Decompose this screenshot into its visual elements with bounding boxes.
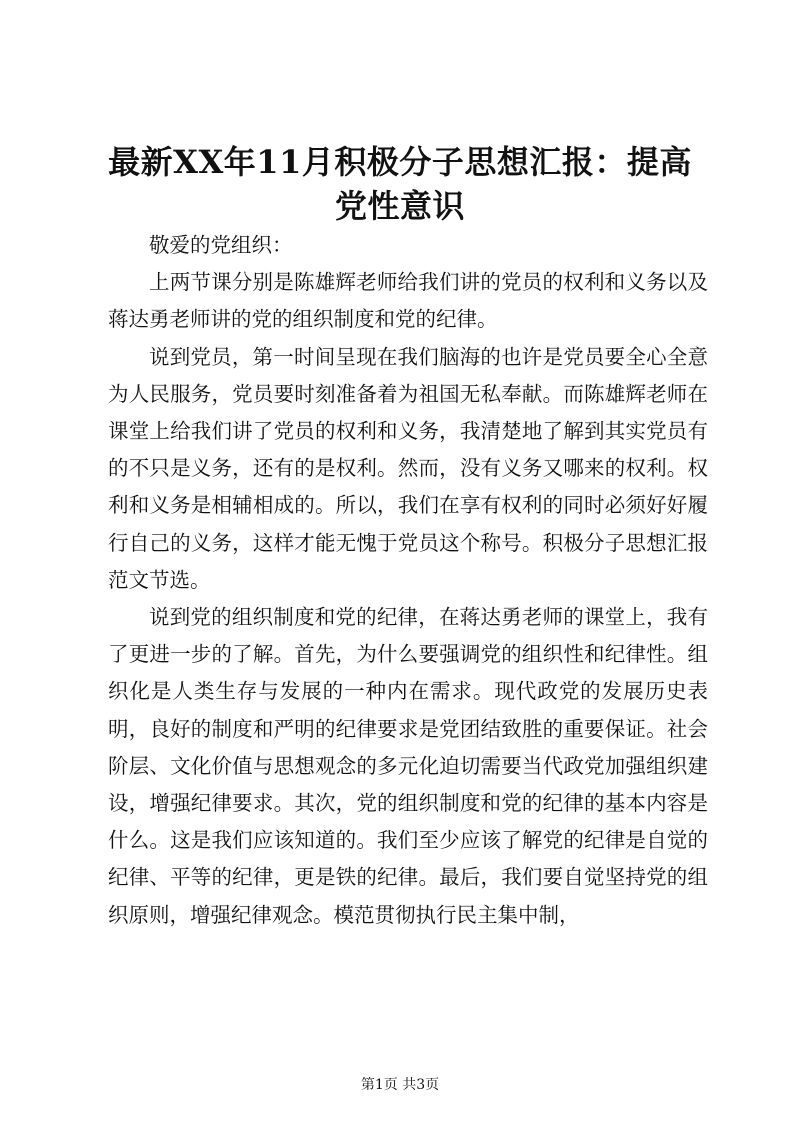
paragraph: 说到党的组织制度和党的纪律，在蒋达勇老师的课堂上，我有了更进一步的了解。首先，为什么要强调党的组织性和纪律性。组织化是人类生存与发展的一种内在需求。现代政党的发展历史表明，良好的制度和严明的纪律要求是党团结致胜的重要保证。社会阶层、文化价值与思想观念的多元化迫切需要当代政党加强组织建设，增强纪律要求。其次，党的组织制度和党的纪律的基本内容是什么。这是我们应该知道的。我们至少应该了解党的纪律是自觉的纪律、平等的纪律，更是铁的纪律。最后，我们要自觉坚持党的组织原则，增强纪律观念。模范贯彻执行民主集中制， <box>108 605 708 927</box>
document-title: 最新XX年11月积极分子思想汇报：提高党性意识 <box>108 143 692 225</box>
document-body <box>108 227 708 934</box>
paragraph: 上两节课分别是陈雄辉老师给我们讲的党员的权利和义务以及蒋达勇老师讲的党的组织制度和党的纪律。 <box>108 270 708 332</box>
paragraph: 说到党员，第一时间呈现在我们脑海的也许是党员要全心全意为人民服务，党员要时刻准备着为祖国无私奉献。而陈雄辉老师在课堂上给我们讲了党员的权利和义务，我清楚地了解到其实党员有的不只是义务，还有的是权利。然而，没有义务又哪来的权利。权利和义务是相辅相成的。所以，我们在享有权利的同时必须好好履行自己的义务，这样才能无愧于党员这个称号。积极分子思想汇报范文节选。 <box>108 344 708 592</box>
page-footer: 第1页 共3页 <box>360 1077 440 1093</box>
salutation: 敬爱的党组织： <box>149 233 293 257</box>
